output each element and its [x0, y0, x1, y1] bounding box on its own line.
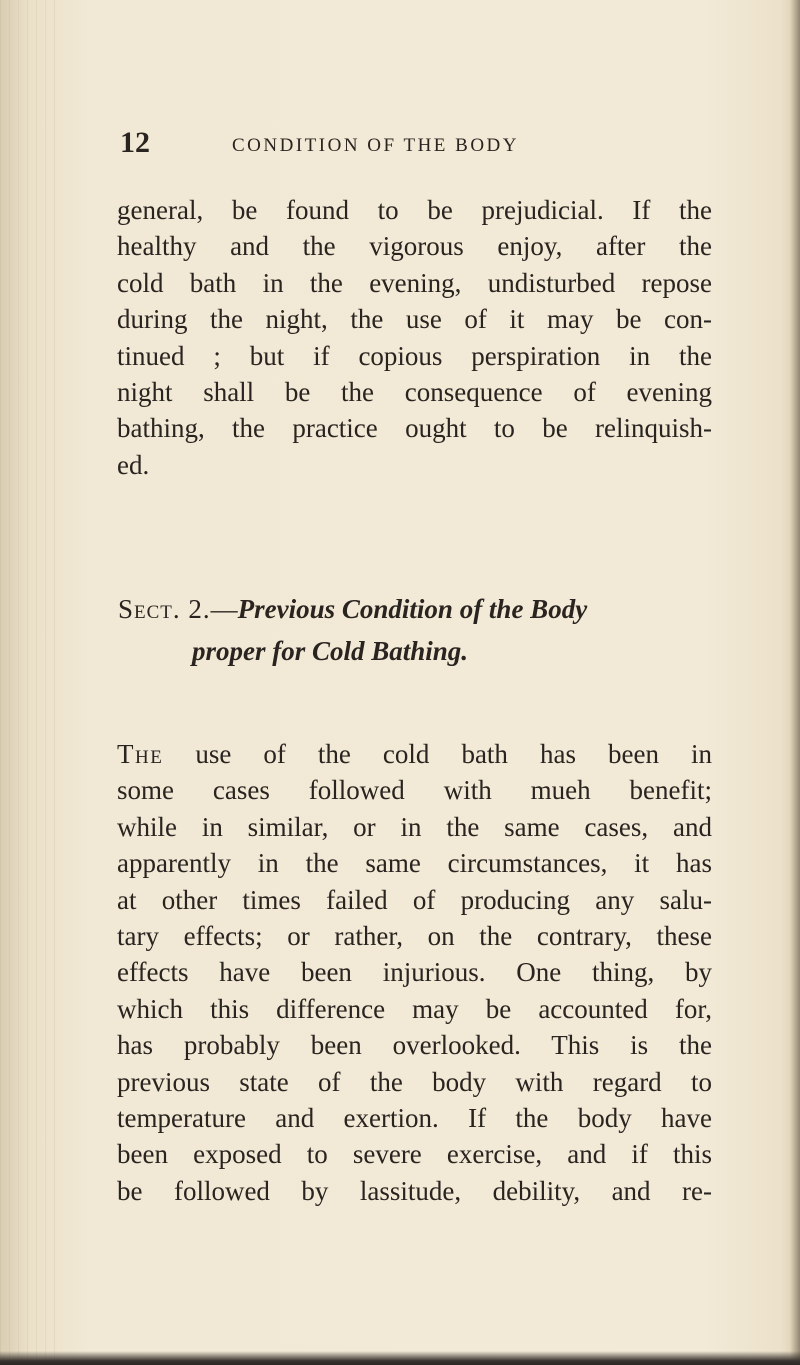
text-line: temperature and exertion. If the body have [117, 1103, 712, 1134]
page-gutter [0, 0, 60, 1365]
section-title-line-2: proper for Cold Bathing. [192, 636, 469, 666]
section-title-line-1: Previous Condition of the Body [237, 594, 588, 624]
text-line: be followed by lassitude, debility, and re- [117, 1175, 712, 1206]
section-label: Sect. 2. [118, 594, 211, 624]
running-head: CONDITION OF THE BODY [232, 135, 520, 156]
text-line: tinued ; but if copious perspiration in the [117, 340, 712, 371]
text-line: use of the cold bath has been in [163, 739, 712, 769]
text-line: general, be found to be prejudicial. If the [117, 195, 712, 225]
text-line: tary effects; or rather, on the contrary, these [117, 921, 712, 952]
page-edge-shadow [790, 0, 800, 1365]
paragraph-1 [117, 192, 712, 483]
text-line: during the night, the use of it may be con- [117, 304, 712, 335]
page-bottom-edge [0, 1351, 800, 1365]
section-dash: — [210, 594, 238, 624]
text-line: cold bath in the evening, undisturbed repose [117, 267, 712, 298]
text-line: has probably been overlooked. This is the [117, 1030, 712, 1061]
drop-word: The [117, 739, 164, 769]
section-heading [118, 588, 718, 672]
text-line: night shall be the consequence of evening [117, 377, 712, 408]
text-line: been exposed to severe exercise, and if this [117, 1139, 712, 1170]
text-line: some cases followed with mueh benefit; [117, 775, 712, 806]
text-line: at other times failed of producing any salu- [117, 884, 712, 915]
text-line: previous state of the body with regard to [117, 1066, 712, 1097]
text-line: which this difference may be accounted for, [117, 993, 712, 1024]
text-line: healthy and the vigorous enjoy, after the [117, 231, 712, 262]
text-line: apparently in the same circumstances, it has [117, 848, 712, 879]
paragraph-2 [117, 736, 712, 1209]
text-line: bathing, the practice ought to be relinquish- [117, 413, 712, 444]
text-line: effects have been injurious. One thing, by [117, 957, 712, 988]
text-line: while in similar, or in the same cases, and [117, 811, 712, 842]
page-number: 12 [120, 126, 150, 159]
page-header [120, 128, 720, 168]
text-line: ed. [117, 449, 150, 480]
